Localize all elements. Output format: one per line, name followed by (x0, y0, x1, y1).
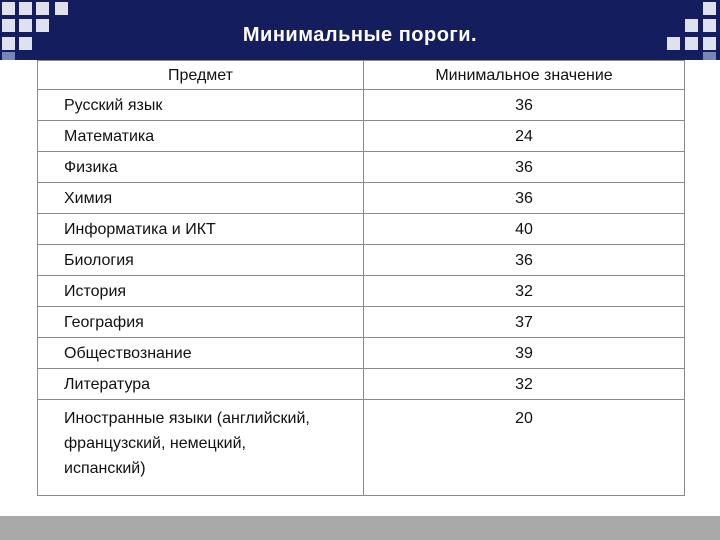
column-header-subject: Предмет (38, 61, 364, 90)
table-row (38, 152, 685, 183)
table-row (38, 183, 685, 214)
slide-title: Минимальные пороги. (242, 24, 478, 46)
table-row (38, 307, 685, 338)
subject-cell: Литература (38, 369, 364, 400)
subject-line: французский, немецкий, (64, 435, 246, 452)
value-cell: 32 (364, 369, 685, 400)
value-cell: 24 (364, 121, 685, 152)
table-row (38, 90, 685, 121)
value-cell: 36 (364, 152, 685, 183)
value-cell: 36 (364, 90, 685, 121)
table-row (38, 121, 685, 152)
table-row (38, 400, 685, 496)
value-cell: 32 (364, 276, 685, 307)
subject-cell: Математика (38, 121, 364, 152)
decor-square (703, 2, 716, 15)
column-header-min-value: Минимальное значение (364, 61, 685, 90)
value-cell: 20 (364, 400, 685, 496)
footer-band (0, 516, 720, 540)
decor-square (19, 2, 32, 15)
value-cell: 36 (364, 245, 685, 276)
decor-square (2, 52, 15, 60)
value-cell: 40 (364, 214, 685, 245)
value-cell: 37 (364, 307, 685, 338)
table-row (38, 214, 685, 245)
table-row (38, 338, 685, 369)
table-header-row (38, 61, 685, 90)
table-row (38, 276, 685, 307)
decor-square (703, 52, 716, 60)
subject-line: испанский) (64, 460, 146, 477)
subject-cell: Информатика и ИКТ (38, 214, 364, 245)
decor-square (55, 2, 68, 15)
thresholds-table (37, 60, 685, 496)
table-row (38, 369, 685, 400)
subject-cell: История (38, 276, 364, 307)
subject-cell: Биология (38, 245, 364, 276)
table-row (38, 245, 685, 276)
subject-line: Иностранные языки (английский, (64, 410, 310, 427)
subject-cell: Физика (38, 152, 364, 183)
decor-square (2, 2, 15, 15)
subject-cell: Русский язык (38, 90, 364, 121)
subject-cell: Химия (38, 183, 364, 214)
value-cell: 36 (364, 183, 685, 214)
value-cell: 39 (364, 338, 685, 369)
subject-cell: География (38, 307, 364, 338)
subject-cell (38, 400, 364, 496)
subject-cell: Обществознание (38, 338, 364, 369)
decor-square (36, 2, 49, 15)
